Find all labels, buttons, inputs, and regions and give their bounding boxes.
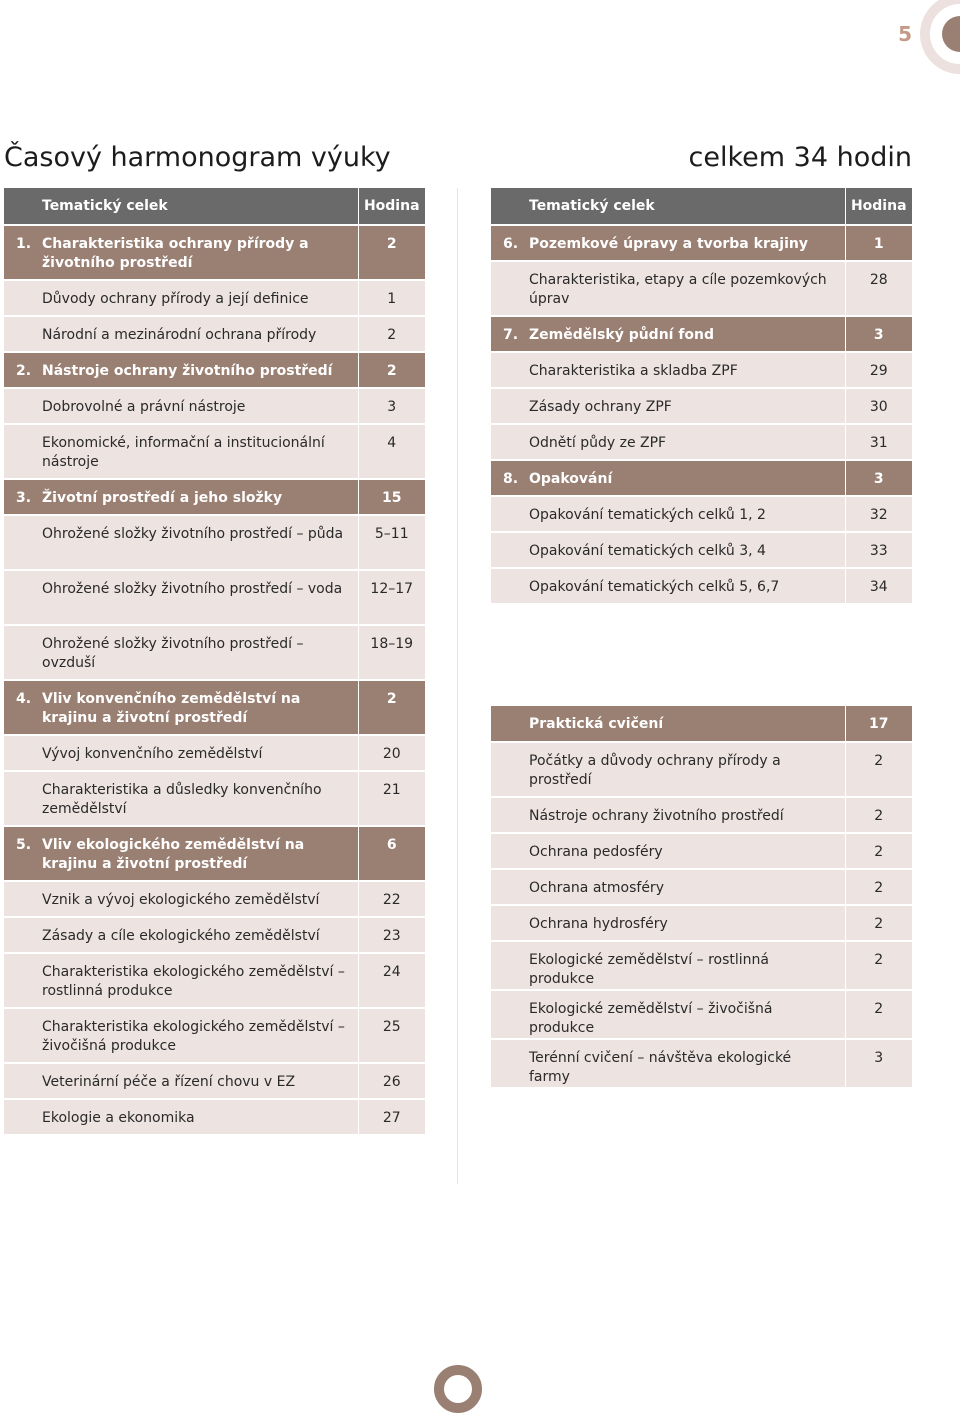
topic-cell — [4, 1099, 358, 1135]
column-divider — [457, 188, 458, 1184]
hour-cell: 2 — [358, 352, 425, 388]
hour-cell: 28 — [845, 261, 912, 316]
topic-cell — [491, 532, 845, 568]
section-number: 2. — [16, 363, 32, 379]
hour-cell: 31 — [845, 424, 912, 460]
topic-cell — [491, 352, 845, 388]
topic-label: Charakteristika ekologického zemědělství – živočišná produkce — [42, 1019, 345, 1054]
table-row — [4, 515, 425, 570]
topic-label: Charakteristika a skladba ZPF — [529, 363, 738, 379]
schedule-table-left — [4, 188, 425, 1136]
bottom-ring-decoration — [434, 1365, 482, 1413]
topic-label: Národní a mezinárodní ochrana přírody — [42, 327, 317, 343]
table-row — [4, 1063, 425, 1099]
table-row — [4, 280, 425, 316]
topic-label: Opakování — [529, 471, 613, 487]
topic-label: Vznik a vývoj ekologického zemědělství — [42, 892, 320, 908]
hour-cell: 2 — [845, 742, 912, 797]
topic-label: Důvody ochrany přírody a její definice — [42, 291, 309, 307]
topic-label: Opakování tematických celků 3, 4 — [529, 543, 766, 559]
topic-label: Ekologie a ekonomika — [42, 1110, 195, 1126]
hour-cell: 30 — [845, 388, 912, 424]
hour-cell: 2 — [845, 833, 912, 869]
hour-cell: 2 — [845, 905, 912, 941]
table-row — [491, 568, 912, 604]
topic-label: Pozemkové úpravy a tvorba krajiny — [529, 236, 808, 252]
topic-label: Ochrana atmosféry — [529, 880, 664, 896]
topic-label: Ochrana hydrosféry — [529, 916, 668, 932]
section-row — [491, 225, 912, 261]
table-row — [491, 1039, 912, 1088]
topic-cell — [4, 917, 358, 953]
topic-cell — [4, 515, 358, 570]
hour-cell: 2 — [845, 869, 912, 905]
table-row — [491, 352, 912, 388]
hour-cell: 20 — [358, 735, 425, 771]
section-row — [4, 479, 425, 515]
topic-cell — [4, 771, 358, 826]
section-row — [4, 352, 425, 388]
topic-cell — [491, 225, 845, 261]
table-row — [491, 496, 912, 532]
topic-label: Terénní cvičení – návštěva ekologické farmy — [529, 1050, 792, 1085]
topic-label: Nástroje ochrany životního prostředí — [42, 363, 333, 379]
topic-cell — [491, 261, 845, 316]
topic-cell — [491, 990, 845, 1039]
section-number: 8. — [503, 471, 519, 487]
topic-label: Ekologické zemědělství – rostlinná produkce — [529, 952, 769, 987]
hour-cell: 18–19 — [358, 625, 425, 680]
table-row — [491, 424, 912, 460]
practical-table — [491, 706, 912, 1089]
table-row — [491, 797, 912, 833]
hour-cell: 17 — [845, 706, 912, 742]
hour-cell: 12–17 — [358, 570, 425, 625]
topic-cell — [4, 735, 358, 771]
topic-cell — [491, 424, 845, 460]
topic-cell — [4, 1063, 358, 1099]
table-row — [4, 570, 425, 625]
topic-label: Ochrana pedosféry — [529, 844, 663, 860]
section-number: 6. — [503, 236, 519, 252]
table-row — [491, 941, 912, 990]
hour-cell: 2 — [845, 990, 912, 1039]
topic-label: Počátky a důvody ochrany přírody a prostředí — [529, 753, 781, 788]
topic-cell — [4, 280, 358, 316]
topic-cell — [4, 1008, 358, 1063]
hour-cell: 5–11 — [358, 515, 425, 570]
section-number: 3. — [16, 490, 32, 506]
section-row — [491, 316, 912, 352]
topic-cell — [491, 869, 845, 905]
section-number: 7. — [503, 327, 519, 343]
table-row — [4, 953, 425, 1008]
table-row — [4, 424, 425, 479]
topic-cell — [491, 1039, 845, 1088]
topic-cell — [491, 706, 845, 742]
topic-label: Ohrožené složky životního prostředí – voda — [42, 581, 343, 597]
topic-cell — [491, 388, 845, 424]
section-row — [4, 680, 425, 735]
hour-cell: 24 — [358, 953, 425, 1008]
topic-label: Ohrožené složky životního prostředí – půda — [42, 526, 344, 542]
hour-cell: 22 — [358, 881, 425, 917]
table-row — [491, 388, 912, 424]
table-row — [4, 316, 425, 352]
topic-label: Opakování tematických celků 1, 2 — [529, 507, 766, 523]
topic-cell — [491, 316, 845, 352]
topic-cell — [491, 568, 845, 604]
hour-cell: 15 — [358, 479, 425, 515]
topic-cell — [4, 826, 358, 881]
topic-cell — [491, 833, 845, 869]
topic-cell — [4, 388, 358, 424]
hour-cell: 2 — [358, 680, 425, 735]
topic-cell — [4, 680, 358, 735]
topic-label: Zemědělský půdní fond — [529, 327, 715, 343]
section-row — [491, 706, 912, 742]
table-row — [491, 833, 912, 869]
header-hour: Hodina — [358, 188, 425, 225]
table-row — [4, 625, 425, 680]
hour-cell: 29 — [845, 352, 912, 388]
topic-label: Vliv konvenčního zemědělství na krajinu a životní prostředí — [42, 691, 301, 726]
topic-label: Ohrožené složky životního prostředí – ovzduší — [42, 636, 304, 671]
table-row — [4, 1008, 425, 1063]
topic-label: Vliv ekologického zemědělství na krajinu a životní prostředí — [42, 837, 305, 872]
section-number: 4. — [16, 691, 32, 707]
hour-cell: 3 — [845, 460, 912, 496]
topic-label: Charakteristika, etapy a cíle pozemkových úprav — [529, 272, 827, 307]
table-row — [491, 742, 912, 797]
header-hour: Hodina — [845, 188, 912, 225]
table-row — [4, 1099, 425, 1135]
table-row — [491, 990, 912, 1039]
table-row — [4, 917, 425, 953]
hour-cell: 2 — [845, 941, 912, 990]
topic-label: Zásady a cíle ekologického zemědělství — [42, 928, 320, 944]
topic-label: Vývoj konvenčního zemědělství — [42, 746, 263, 762]
topic-label: Veterinární péče a řízení chovu v EZ — [42, 1074, 296, 1090]
section-row — [4, 225, 425, 280]
topic-cell — [4, 881, 358, 917]
hour-cell: 6 — [358, 826, 425, 881]
page-title: Časový harmonogram výuky — [4, 142, 391, 173]
topic-label: Ekologické zemědělství – živočišná produkce — [529, 1001, 773, 1036]
hour-cell: 34 — [845, 568, 912, 604]
topic-cell — [491, 941, 845, 990]
hour-cell: 3 — [845, 1039, 912, 1088]
table-row — [491, 905, 912, 941]
topic-cell — [4, 316, 358, 352]
topic-label: Odnětí půdy ze ZPF — [529, 435, 667, 451]
hour-cell: 26 — [358, 1063, 425, 1099]
topic-cell — [491, 460, 845, 496]
topic-label: Opakování tematických celků 5, 6,7 — [529, 579, 780, 595]
hour-cell: 23 — [358, 917, 425, 953]
topic-label: Životní prostředí a jeho složky — [42, 490, 283, 506]
topic-cell — [4, 625, 358, 680]
section-number: 1. — [16, 236, 32, 252]
topic-cell — [491, 496, 845, 532]
topic-label: Charakteristika ekologického zemědělství – rostlinná produkce — [42, 964, 345, 999]
topic-cell — [4, 570, 358, 625]
section-number: 5. — [16, 837, 32, 853]
topic-cell — [491, 742, 845, 797]
hour-cell: 3 — [845, 316, 912, 352]
topic-label: Nástroje ochrany životního prostředí — [529, 808, 784, 824]
topic-cell — [4, 352, 358, 388]
header-topic: Tematický celek — [491, 188, 845, 225]
section-row — [4, 826, 425, 881]
topic-label: Praktická cvičení — [529, 716, 664, 732]
topic-cell — [4, 424, 358, 479]
hour-cell: 1 — [845, 225, 912, 261]
table-row — [491, 261, 912, 316]
topic-label: Charakteristika ochrany přírody a životního prostředí — [42, 236, 309, 271]
section-row — [491, 460, 912, 496]
hour-cell: 21 — [358, 771, 425, 826]
topic-label: Charakteristika a důsledky konvenčního zemědělství — [42, 782, 322, 817]
hour-cell: 3 — [358, 388, 425, 424]
hour-cell: 27 — [358, 1099, 425, 1135]
hour-cell: 33 — [845, 532, 912, 568]
total-hours: celkem 34 hodin — [688, 142, 912, 173]
topic-cell — [4, 479, 358, 515]
page-number: 5 — [898, 22, 912, 46]
topic-cell — [491, 797, 845, 833]
topic-label: Dobrovolné a právní nástroje — [42, 399, 246, 415]
table-row — [491, 869, 912, 905]
table-row — [491, 532, 912, 568]
hour-cell: 32 — [845, 496, 912, 532]
topic-cell — [4, 953, 358, 1008]
topic-cell — [4, 225, 358, 280]
schedule-table-right — [491, 188, 912, 605]
hour-cell: 25 — [358, 1008, 425, 1063]
header-topic: Tematický celek — [4, 188, 358, 225]
hour-cell: 2 — [358, 316, 425, 352]
hour-cell: 1 — [358, 280, 425, 316]
hour-cell: 2 — [845, 797, 912, 833]
topic-label: Zásady ochrany ZPF — [529, 399, 672, 415]
table-row — [4, 735, 425, 771]
hour-cell: 2 — [358, 225, 425, 280]
topic-cell — [491, 905, 845, 941]
table-row — [4, 771, 425, 826]
topic-label: Ekonomické, informační a institucionální nástroje — [42, 435, 325, 470]
table-row — [4, 881, 425, 917]
table-row — [4, 388, 425, 424]
hour-cell: 4 — [358, 424, 425, 479]
